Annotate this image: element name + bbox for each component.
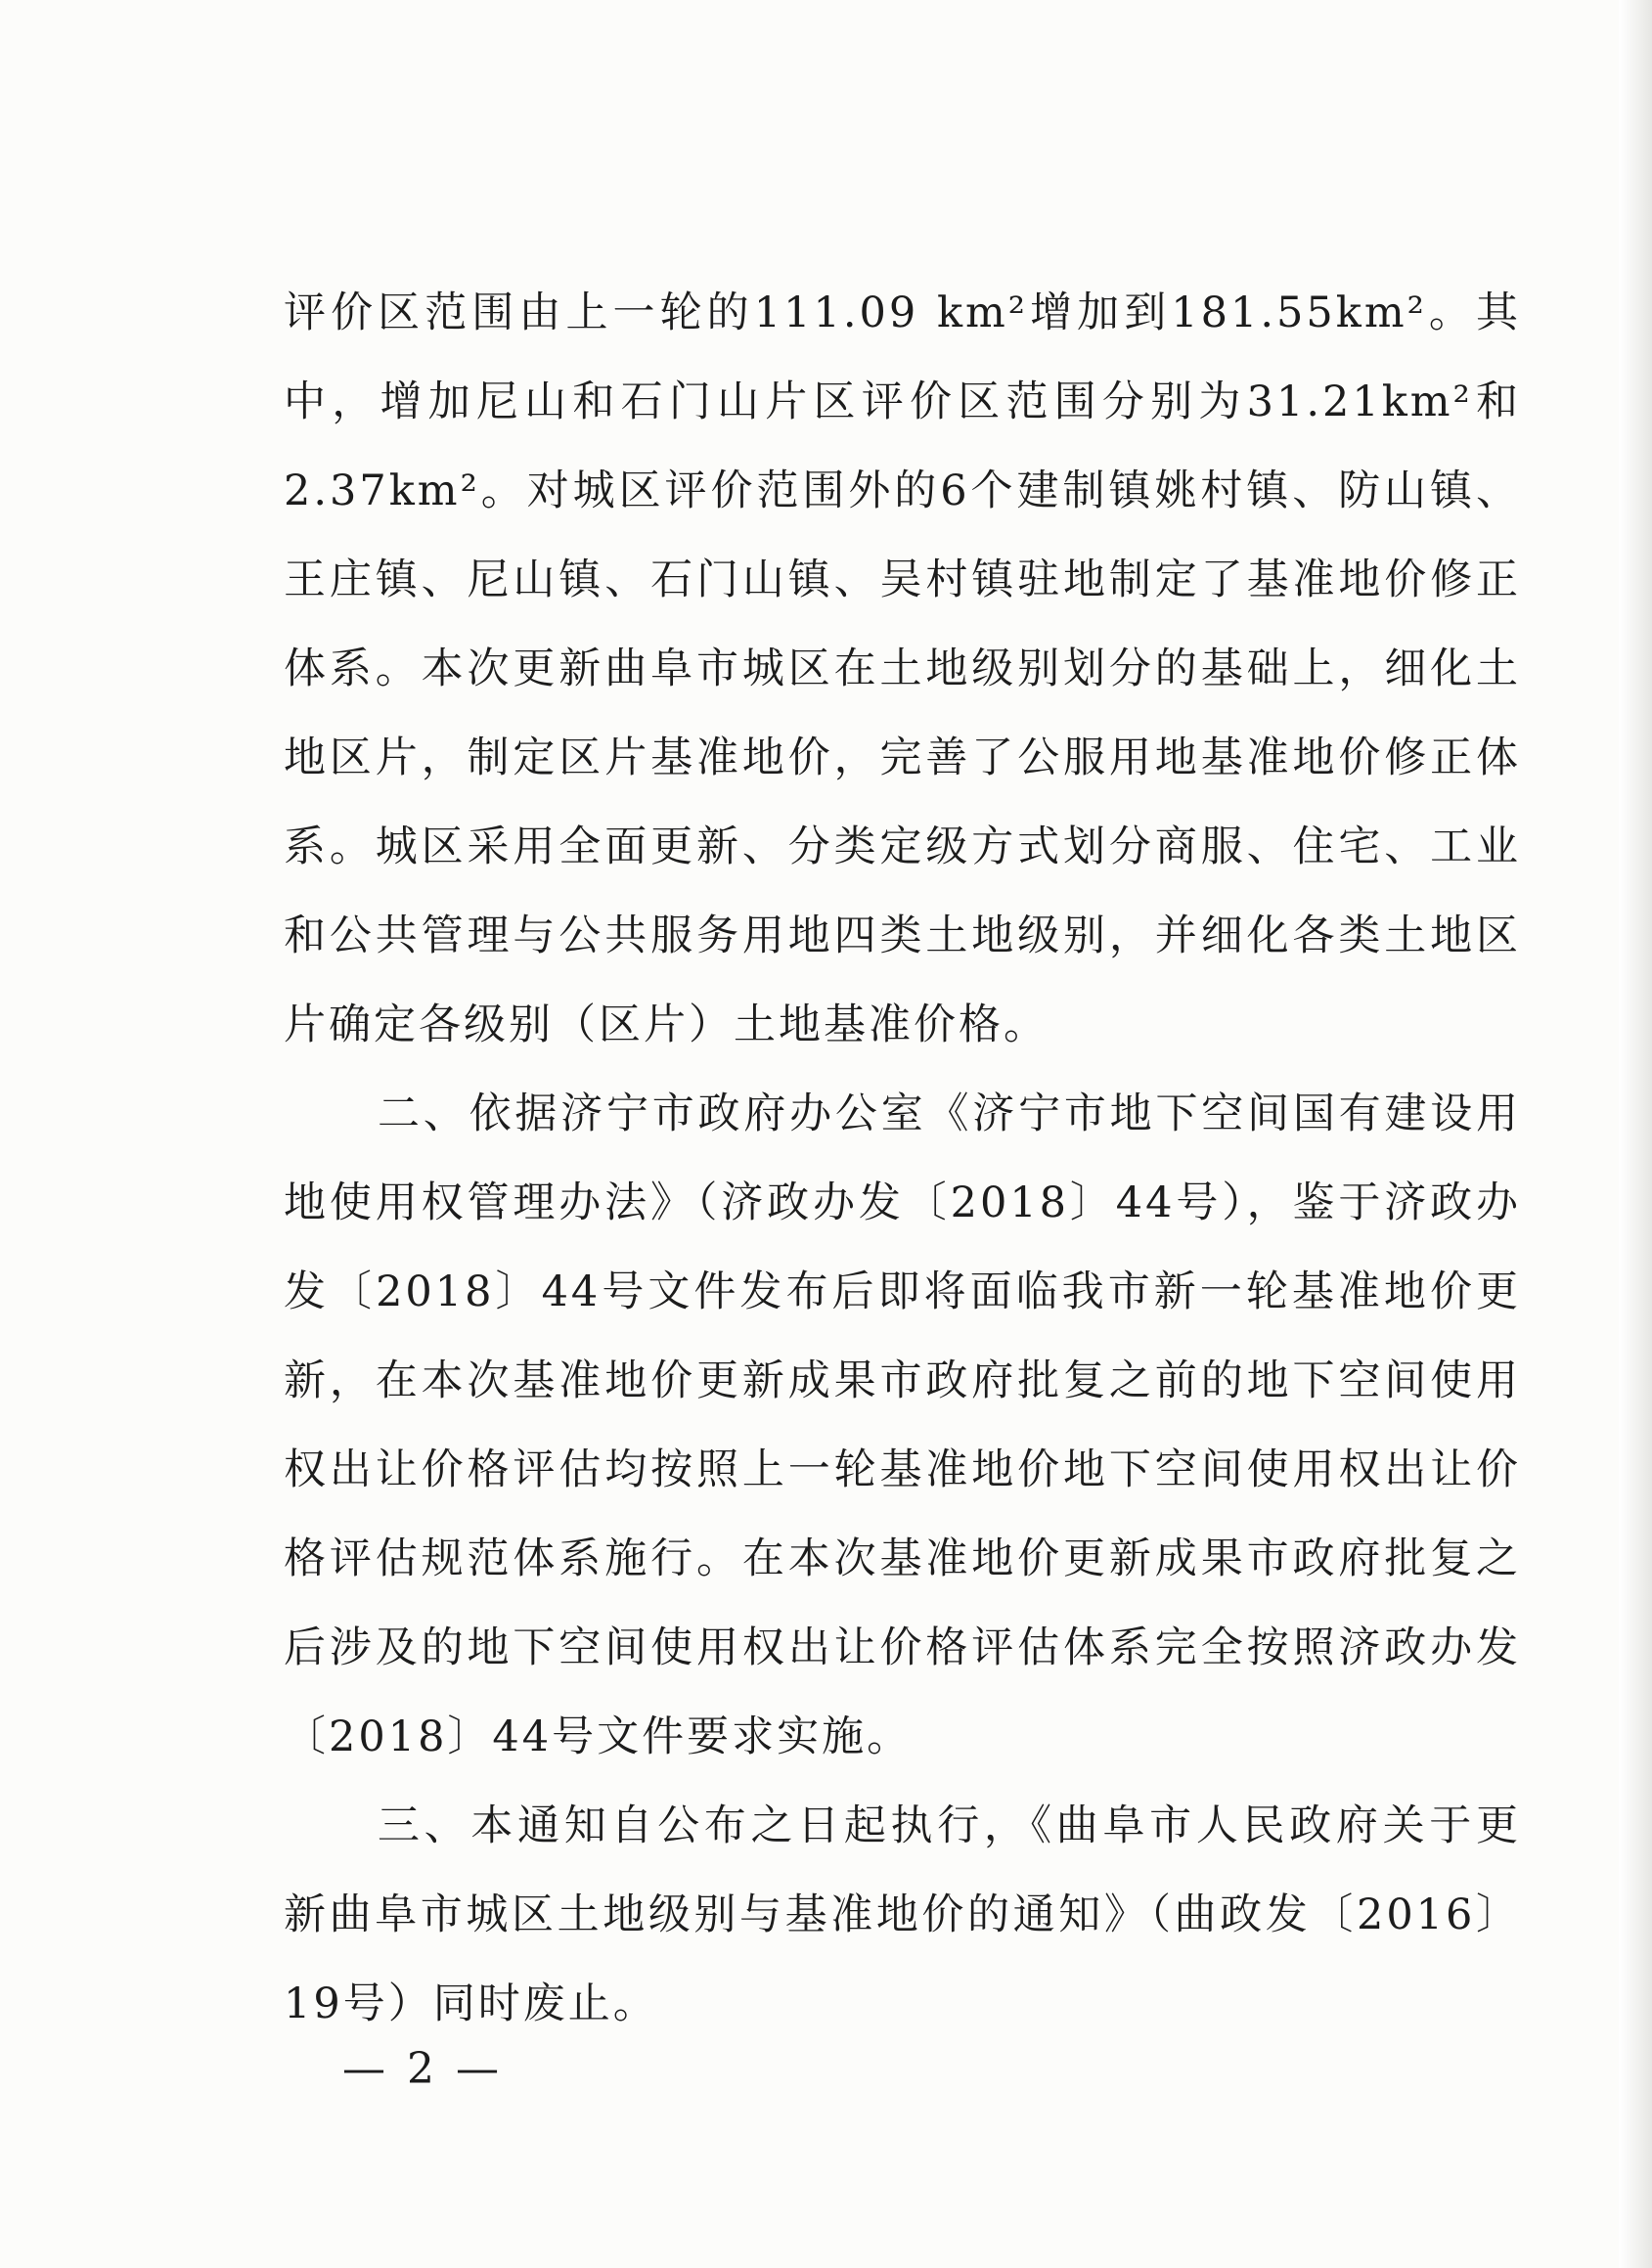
- paragraph-continued-evaluation-scope: 评价区范围由上一轮的111.09 km²增加到181.55km²。其中，增加尼山和石门山片区评价区范围分别为31.21km²和2.37km²。对城区评价范围外的6个建制镇姚村镇、防山镇、王庄镇、尼山镇、石门山镇、吴村镇驻地制定了基准地价修正体系。本次更新曲阜市城区在土地级别划分的基础上，细化土地区片，制定区片基准地价，完善了公服用地基准地价修正体系。城区采用全面更新、分类定级方式划分商服、住宅、工业和公共管理与公共服务用地四类土地级别，并细化各类土地区片确定各级别（区片）土地基准价格。: [284, 289, 1521, 1049]
- paragraph-section-two-underground-space: 二、依据济宁市政府办公室《济宁市地下空间国有建设用地使用权管理办法》（济政办发〔2018〕44号），鉴于济政办发〔2018〕44号文件发布后即将面临我市新一轮基准地价更新，在本次基准地价更新成果市政府批复之前的地下空间使用权出让价格评估均按照上一轮基准地价地下空间使用权出让价格评估规范体系施行。在本次基准地价更新成果市政府批复之后涉及的地下空间使用权出让价格评估体系完全按照济政办发〔2018〕44号文件要求实施。: [284, 1090, 1521, 1761]
- paragraph-section-three-effective-date: 三、本通知自公布之日起执行，《曲阜市人民政府关于更新曲阜市城区土地级别与基准地价的通知》（曲政发〔2016〕19号）同时废止。: [284, 1801, 1521, 2028]
- document-body: [284, 269, 1521, 2049]
- page-number: — 2 —: [342, 2044, 503, 2094]
- scan-edge-shadow: [1619, 0, 1652, 2268]
